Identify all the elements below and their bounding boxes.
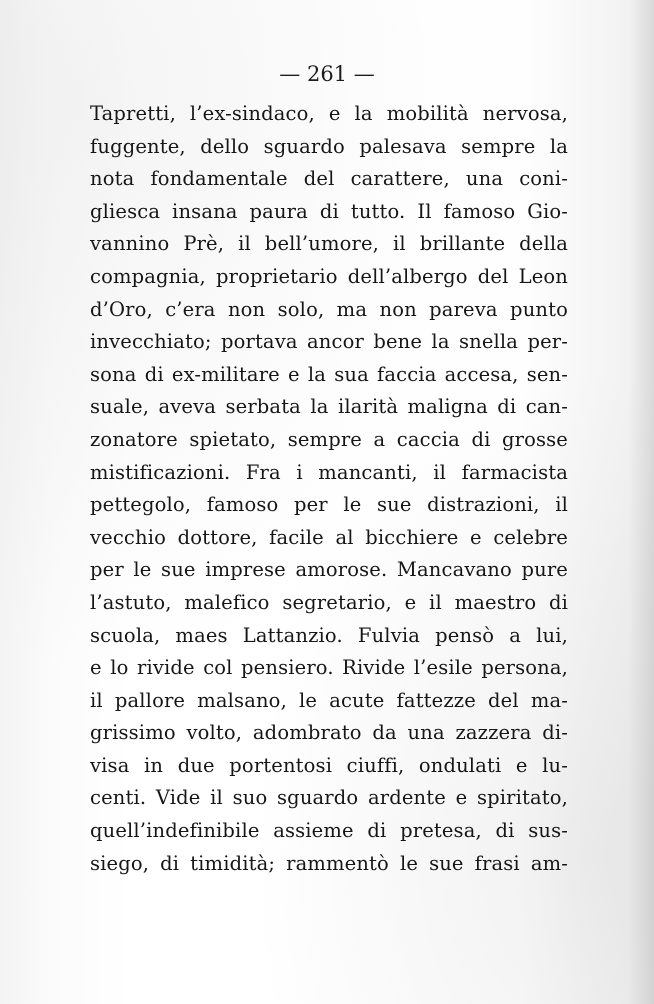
text-line: invecchiato; portava ancor bene la snella per- [90, 330, 568, 354]
page-edge-shadow [628, 0, 654, 1004]
text-line: scuola, maes Lattanzio. Fulvia pensò a lui, [90, 623, 568, 647]
text-line: d’Oro, c’era non solo, ma non pareva punto [90, 297, 568, 321]
text-line: vecchio dottore, facile al bicchiere e celebre [90, 525, 568, 549]
text-line: compagnia, proprietario dell’albergo del Leon [90, 264, 568, 288]
text-line: pettegolo, famoso per le sue distrazioni, il [90, 493, 568, 517]
text-line: gliesca insana paura di tutto. Il famoso Gio- [90, 199, 568, 223]
text-line: zonatore spietato, sempre a caccia di grosse [90, 427, 568, 451]
text-line: Tapretti, l’ex-sindaco, e la mobilità nervosa, [90, 102, 568, 125]
text-line: nota fondamentale del carattere, una coni- [90, 167, 568, 191]
text-line: il pallore malsano, le acute fattezze del ma- [90, 688, 568, 712]
text-line: centi. Vide il suo sguardo ardente e spiritato, [90, 786, 568, 810]
page-number: — 261 — [279, 62, 375, 86]
text-line: l’astuto, malefico segretario, e il maestro di [90, 590, 568, 614]
text-line: per le sue imprese amorose. Mancavano pure [90, 558, 568, 582]
text-line: vannino Prè, il bell’umore, il brillante della [90, 232, 568, 256]
text-line: suale, aveva serbata la ilarità maligna di can- [90, 395, 568, 419]
text-line: visa in due portentosi ciuffi, ondulati e lu- [90, 753, 568, 777]
text-line: mistificazioni. Fra i mancanti, il farmacista [90, 460, 568, 484]
text-line: e lo rivide col pensiero. Rivide l’esile persona, [90, 656, 568, 680]
text-line: grissimo volto, adombrato da una zazzera di- [90, 721, 568, 745]
text-line: fuggente, dello sguardo palesava sempre la [90, 134, 568, 158]
text-line: sona di ex-militare e la sua faccia accesa, sen- [90, 362, 568, 386]
text-line: quell’indefinibile assieme di pretesa, di sus- [90, 819, 568, 843]
body-text [90, 98, 568, 880]
text-line: siego, di timidità; rammentò le sue frasi am- [90, 851, 568, 875]
